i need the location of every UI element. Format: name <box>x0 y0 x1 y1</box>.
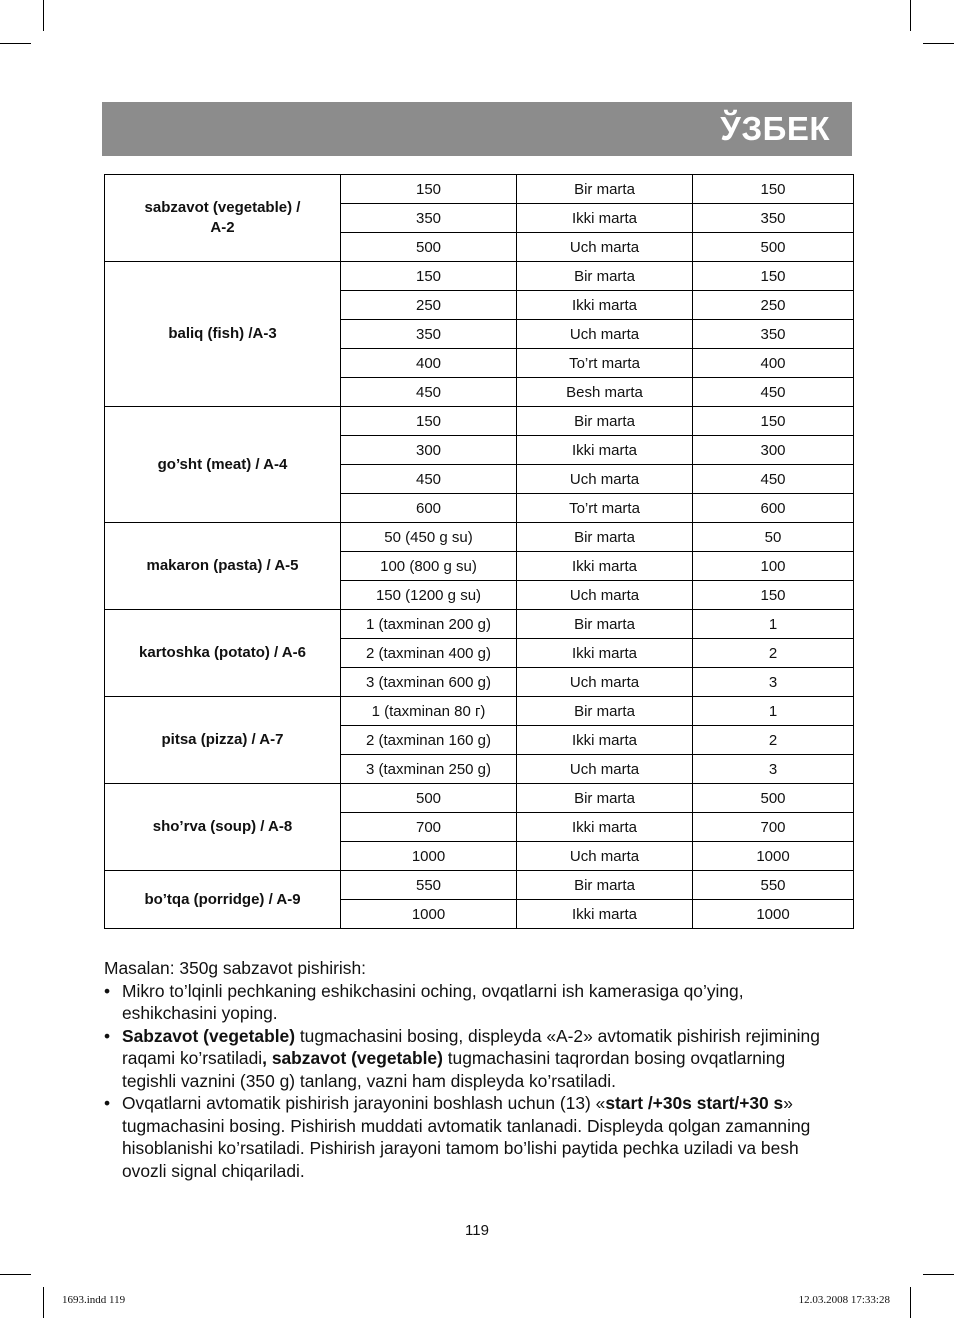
table-row <box>105 610 854 639</box>
crop-mark <box>923 43 954 44</box>
table-body <box>105 175 854 929</box>
display-cell: 2 <box>693 639 854 668</box>
display-cell: 350 <box>693 320 854 349</box>
press-count-cell: Uch marta <box>517 465 693 494</box>
instructions <box>104 957 829 1182</box>
example-intro: Masalan: 350g sabzavot pishirish: <box>104 958 366 978</box>
step-text: tugmachasini taqrordan bosing ovqatlarning tegishli vaznini (350 g) tanlang, vazni ham displeyda ko’rsatiladi. <box>122 1048 786 1091</box>
table-row <box>105 262 854 291</box>
step-text: » tugmachasini bosing. Pishirish muddati avtomatik tanlanadi. Displeyda qolgan zamanning hisoblanishi ko’rsatiladi. Pishirish jarayoni tamom bo’lishi paytida pechka uziladi va besh ovozli signal chiqariladi. <box>122 1093 811 1181</box>
display-cell: 550 <box>693 871 854 900</box>
step-text: tugmachasini bosing, displeyda «A-2» avtomatik pishirish rejimining raqami ko’rsatiladi <box>122 1025 820 1068</box>
press-count-cell: Uch marta <box>517 668 693 697</box>
page-number: 119 <box>465 1222 489 1239</box>
program-name-cell: go’sht (meat) / A-4 <box>105 407 341 523</box>
weight-cell: 1000 <box>341 842 517 871</box>
display-cell: 300 <box>693 436 854 465</box>
press-count-cell: Ikki marta <box>517 639 693 668</box>
press-count-cell: Ikki marta <box>517 900 693 929</box>
display-cell: 1000 <box>693 900 854 929</box>
press-count-cell: To’rt marta <box>517 494 693 523</box>
weight-cell: 300 <box>341 436 517 465</box>
language-header-bar <box>102 102 852 156</box>
auto-cooking-table <box>104 174 854 929</box>
weight-cell: 2 (taxminan 160 g) <box>341 726 517 755</box>
display-cell: 150 <box>693 581 854 610</box>
step-bold: start /+30s start/+30 s <box>605 1093 784 1113</box>
page-title: ЎЗБЕК <box>720 110 830 147</box>
display-cell: 350 <box>693 204 854 233</box>
bullet: • <box>104 1025 111 1046</box>
table-row <box>105 175 854 204</box>
weight-cell: 500 <box>341 233 517 262</box>
crop-mark <box>910 1287 911 1318</box>
weight-cell: 700 <box>341 813 517 842</box>
press-count-cell: Besh marta <box>517 378 693 407</box>
bullet: • <box>104 980 111 1001</box>
display-cell: 500 <box>693 233 854 262</box>
press-count-cell: Bir marta <box>517 175 693 204</box>
display-cell: 600 <box>693 494 854 523</box>
press-count-cell: Uch marta <box>517 581 693 610</box>
display-cell: 150 <box>693 175 854 204</box>
step-bold: Sabzavot (vegetable) <box>122 1025 295 1046</box>
program-name-cell: makaron (pasta) / A-5 <box>105 523 341 610</box>
table-row <box>105 523 854 552</box>
weight-cell: 500 <box>341 784 517 813</box>
crop-mark <box>43 0 44 31</box>
display-cell: 3 <box>693 755 854 784</box>
weight-cell: 1000 <box>341 900 517 929</box>
weight-cell: 2 (taxminan 400 g) <box>341 639 517 668</box>
weight-cell: 150 <box>341 262 517 291</box>
display-cell: 450 <box>693 378 854 407</box>
program-name-cell: kartoshka (potato) / A-6 <box>105 610 341 697</box>
list-item <box>104 1025 829 1093</box>
step-text: Ovqatlarni avtomatik pishirish jarayonini boshlash uchun (13) « <box>122 1093 606 1113</box>
display-cell: 500 <box>693 784 854 813</box>
weight-cell: 150 <box>341 175 517 204</box>
program-name-cell: pitsa (pizza) / A-7 <box>105 697 341 784</box>
crop-mark <box>0 1274 31 1275</box>
crop-mark <box>923 1274 954 1275</box>
display-cell: 50 <box>693 523 854 552</box>
weight-cell: 600 <box>341 494 517 523</box>
weight-cell: 1 (taxminan 80 г) <box>341 697 517 726</box>
step-bold: , sabzavot (vegetable) <box>262 1048 443 1068</box>
weight-cell: 50 (450 g su) <box>341 523 517 552</box>
program-name-cell: bo’tqa (porridge) / A-9 <box>105 871 341 929</box>
press-count-cell: Ikki marta <box>517 813 693 842</box>
press-count-cell: Uch marta <box>517 320 693 349</box>
press-count-cell: Bir marta <box>517 610 693 639</box>
display-cell: 100 <box>693 552 854 581</box>
press-count-cell: Bir marta <box>517 784 693 813</box>
weight-cell: 3 (taxminan 250 g) <box>341 755 517 784</box>
instruction-list <box>104 980 829 1183</box>
weight-cell: 150 <box>341 407 517 436</box>
press-count-cell: Bir marta <box>517 697 693 726</box>
display-cell: 1 <box>693 697 854 726</box>
program-name-cell: baliq (fish) /A-3 <box>105 262 341 407</box>
weight-cell: 550 <box>341 871 517 900</box>
list-item <box>104 980 829 1025</box>
table-row <box>105 784 854 813</box>
press-count-cell: Bir marta <box>517 523 693 552</box>
display-cell: 250 <box>693 291 854 320</box>
press-count-cell: Bir marta <box>517 262 693 291</box>
table-row <box>105 407 854 436</box>
display-cell: 2 <box>693 726 854 755</box>
slug-file: 1693.indd 119 <box>62 1294 126 1306</box>
slug-datetime: 12.03.2008 17:33:28 <box>798 1294 890 1306</box>
table-row <box>105 871 854 900</box>
display-cell: 1000 <box>693 842 854 871</box>
bullet: • <box>104 1093 111 1113</box>
press-count-cell: Ikki marta <box>517 436 693 465</box>
weight-cell: 1 (taxminan 200 g) <box>341 610 517 639</box>
display-cell: 1 <box>693 610 854 639</box>
display-cell: 3 <box>693 668 854 697</box>
display-cell: 150 <box>693 407 854 436</box>
display-cell: 450 <box>693 465 854 494</box>
step-text: Mikro to’lqinli pechkaning eshikchasini oching, ovqatlarni ish kamerasiga qo’ying, eshikchasini yoping. <box>122 980 744 1023</box>
press-count-cell: Bir marta <box>517 407 693 436</box>
press-count-cell: To’rt marta <box>517 349 693 378</box>
weight-cell: 250 <box>341 291 517 320</box>
list-item <box>104 1092 829 1182</box>
press-count-cell: Bir marta <box>517 871 693 900</box>
crop-mark <box>910 0 911 31</box>
weight-cell: 350 <box>341 320 517 349</box>
weight-cell: 350 <box>341 204 517 233</box>
weight-cell: 450 <box>341 465 517 494</box>
press-count-cell: Ikki marta <box>517 726 693 755</box>
weight-cell: 150 (1200 g su) <box>341 581 517 610</box>
crop-mark <box>43 1287 44 1318</box>
weight-cell: 3 (taxminan 600 g) <box>341 668 517 697</box>
table-row <box>105 697 854 726</box>
press-count-cell: Uch marta <box>517 842 693 871</box>
press-count-cell: Uch marta <box>517 233 693 262</box>
crop-mark <box>0 43 31 44</box>
press-count-cell: Ikki marta <box>517 552 693 581</box>
program-name-cell: sho’rva (soup) / A-8 <box>105 784 341 871</box>
weight-cell: 450 <box>341 378 517 407</box>
display-cell: 150 <box>693 262 854 291</box>
weight-cell: 400 <box>341 349 517 378</box>
display-cell: 700 <box>693 813 854 842</box>
display-cell: 400 <box>693 349 854 378</box>
press-count-cell: Ikki marta <box>517 204 693 233</box>
weight-cell: 100 (800 g su) <box>341 552 517 581</box>
press-count-cell: Uch marta <box>517 755 693 784</box>
program-name-cell: sabzavot (vegetable) / A-2 <box>105 175 341 262</box>
press-count-cell: Ikki marta <box>517 291 693 320</box>
